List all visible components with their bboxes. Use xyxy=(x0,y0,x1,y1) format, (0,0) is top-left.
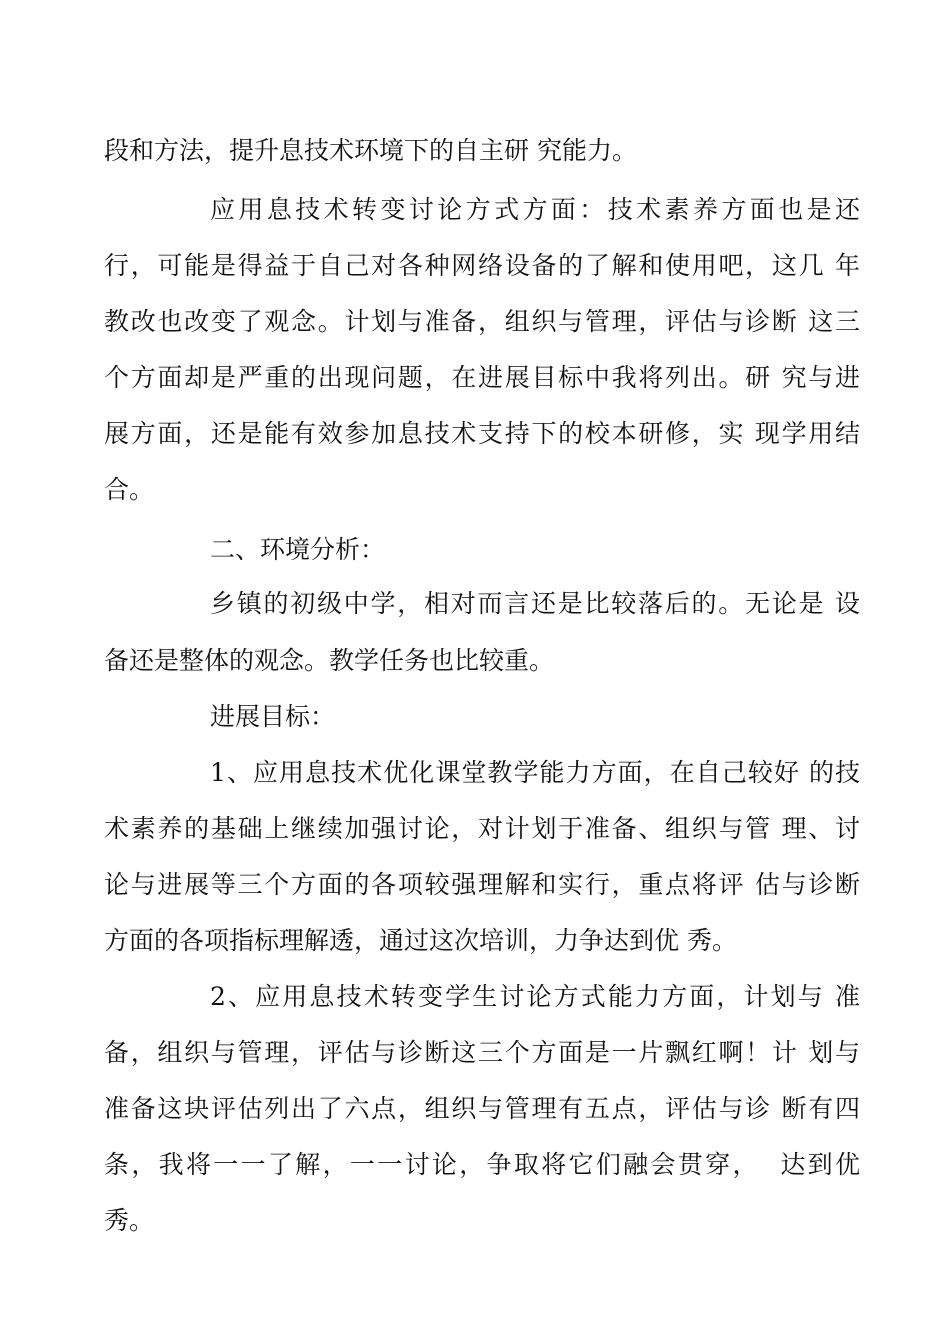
text-line: 合。 xyxy=(104,475,155,504)
text-line: 段和方法，提升息技术环境下的自主研 究能力。 xyxy=(104,136,637,165)
text-line: 准备这块评估列出了六点，组织与管理有五点，评估与诊 断有四 xyxy=(104,1094,860,1123)
text-line: 个方面却是严重的出现问题，在进展目标中我将列出。研 究与进 xyxy=(104,363,860,392)
text-line: 备还是整体的观念。教学任务也比较重。 xyxy=(104,646,555,675)
text-line: 秀。 xyxy=(104,1206,155,1235)
text-line: 备，组织与管理，评估与诊断这三个方面是一片飘红啊！计 划与 xyxy=(104,1038,860,1067)
text-line: 行，可能是得益于自己对各种网络设备的了解和使用吧，这几 年 xyxy=(104,251,860,280)
text-line: 方面的各项指标理解透，通过这次培训，力争达到优 秀。 xyxy=(104,926,737,955)
paragraph-first-line: 应用息技术转变讨论方式方面：技术素养方面也是还 xyxy=(210,195,860,224)
text-line: 论与进展等三个方面的各项较强理解和实行，重点将评 估与诊断 xyxy=(104,870,860,899)
paragraph-first-line: 1、应用息技术优化课堂教学能力方面，在自己较好 的技 xyxy=(210,758,860,787)
text-line: 教改也改变了观念。计划与准备，组织与管理，评估与诊断 这三 xyxy=(104,307,860,336)
text-line: 术素养的基础上继续加强讨论，对计划于准备、组织与管 理、讨 xyxy=(104,814,860,843)
text-line: 条，我将一一了解，一一讨论，争取将它们融会贯穿， 达到优 xyxy=(104,1150,860,1179)
text-line: 展方面，还是能有效参加息技术支持下的校本研修，实 现学用结 xyxy=(104,419,860,448)
paragraph-first-line: 乡镇的初级中学，相对而言还是比较落后的。无论是 设 xyxy=(210,589,860,618)
section-heading: 进展目标： xyxy=(210,702,336,731)
paragraph-first-line: 2、应用息技术转变学生讨论方式能力方面，计划与 准 xyxy=(210,982,860,1011)
section-heading: 二、环境分析： xyxy=(210,535,386,564)
